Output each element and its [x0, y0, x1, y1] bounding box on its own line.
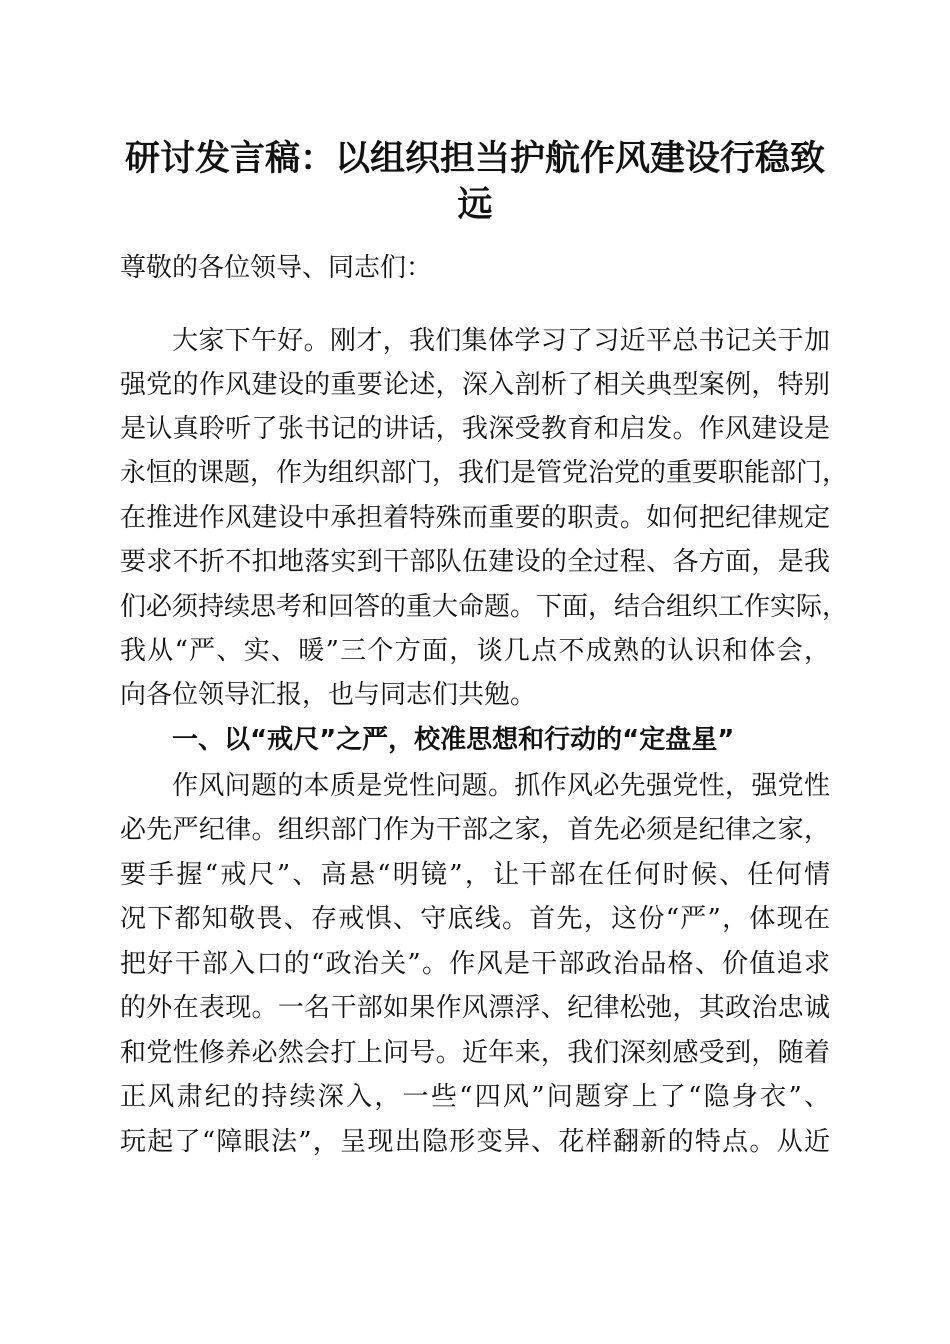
- paragraph-line: 正风肃纪的持续深入，一些“四风”问题穿上了“隐身衣”、: [120, 1082, 830, 1112]
- paragraph-line: 必先严纪律。组织部门作为干部之家，首先必须是纪律之家，: [120, 815, 830, 845]
- paragraph-line: 把好干部入口的“政治关”。作风是干部政治品格、价值追求: [120, 949, 830, 979]
- paragraph-line: 的外在表现。一名干部如果作风漂浮、纪律松弛，其政治忠诚: [120, 993, 830, 1023]
- paragraph-line: 们必须持续思考和回答的重大命题。下面，结合组织工作实际，: [120, 592, 849, 622]
- paragraph-line: 大家下午好。刚才，我们集体学习了习近平总书记关于加: [172, 326, 830, 356]
- paragraph-line: 向各位领导汇报，也与同志们共勉。: [120, 680, 537, 710]
- paragraph-line: 要求不折不扣地落实到干部队伍建设的全过程、各方面，是我: [120, 547, 830, 577]
- paragraph-line: 玩起了“障眼法”，呈现出隐形变异、花样翻新的特点。从近: [120, 1127, 830, 1157]
- title-line-2: 远: [457, 184, 493, 225]
- salutation: 尊敬的各位领导、同志们：: [120, 253, 433, 283]
- section-heading: 一、以“戒尺”之严，校准思想和行动的“定盘星”: [172, 725, 735, 755]
- paragraph-line: 在推进作风建设中承担着特殊而重要的职责。如何把纪律规定: [120, 503, 830, 533]
- paragraph-line: 强党的作风建设的重要论述，深入剖析了相关典型案例，特别: [120, 370, 830, 400]
- paragraph-line: 要手握“戒尺”、高悬“明镜”，让干部在任何时候、任何情: [120, 860, 830, 890]
- paragraph-line: 况下都知敬畏、存戒惧、守底线。首先，这份“严”，体现在: [120, 904, 830, 934]
- paragraph-line: 和党性修养必然会打上问号。近年来，我们深刻感受到，随着: [120, 1038, 830, 1068]
- paragraph-line: 作风问题的本质是党性问题。抓作风必先强党性，强党性: [172, 771, 830, 801]
- title-line-1: 研讨发言稿：以组织担当护航作风建设行稳致: [124, 138, 825, 179]
- paragraph-line: 我从“严、实、暖”三个方面，谈几点不成熟的认识和体会，: [120, 636, 830, 666]
- paragraph-line: 是认真聆听了张书记的讲话，我深受教育和启发。作风建设是: [120, 414, 830, 444]
- paragraph-line: 永恒的课题，作为组织部门，我们是管党治党的重要职能部门，: [120, 458, 849, 488]
